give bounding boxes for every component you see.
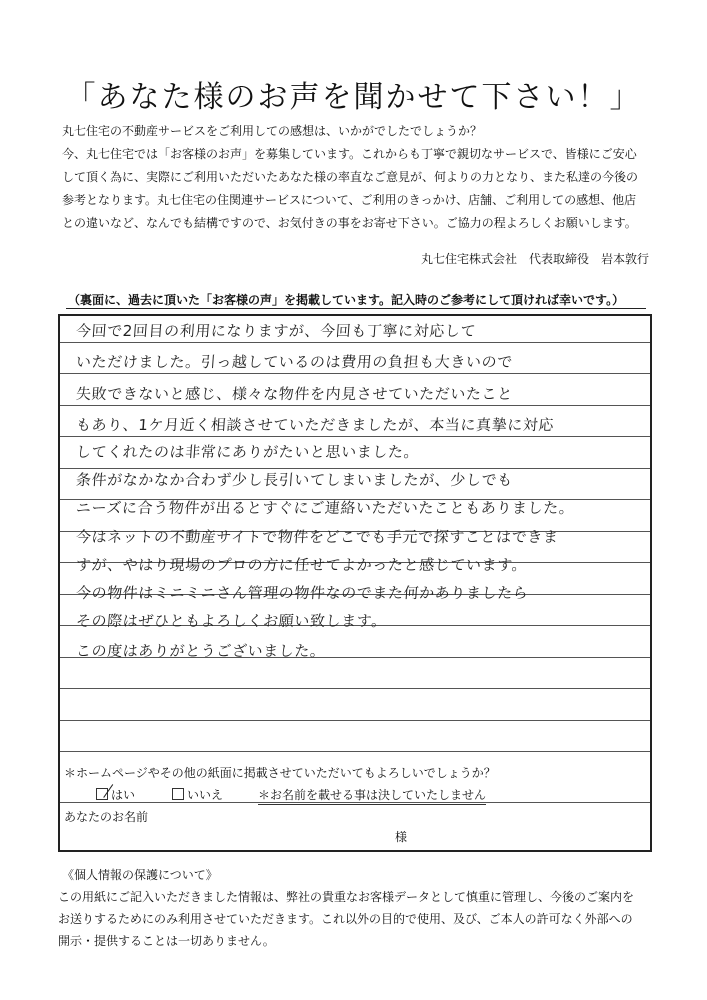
- name-notice: ＊お名前を載せる事は決していたしません: [258, 786, 486, 805]
- privacy-line: この用紙にご記入いただきました情報は、弊社の貴重なお客様データとして慎重に管理し、今後のご案内を: [58, 890, 635, 904]
- handwritten-line: してくれたのは非常にありがたいと思いました。: [75, 443, 420, 461]
- handwritten-line: もあり、1ケ月近く相談させていただきましたが、本当に真摯に対応: [75, 416, 555, 434]
- intro-line: 丸七住宅の不動産サービスをご利用しての感想は、いかがでしたでしょうか？: [62, 124, 483, 138]
- consent-no-option[interactable]: [172, 786, 223, 803]
- ruled-line: [60, 751, 650, 752]
- reference-note: （裏面に、過去に頂いた「お客様の声」を掲載しています。記入時のご参考にして頂ければ幸いです。）: [68, 293, 625, 307]
- no-checkbox[interactable]: [172, 788, 184, 800]
- handwritten-line: 失敗できないと感じ、様々な物件を内見させていただいたこと: [75, 385, 514, 403]
- no-label: いいえ: [187, 788, 224, 802]
- consent-yes-option[interactable]: [96, 786, 135, 803]
- handwritten-line: いただけました。引っ越しているのは費用の負担も大きいので: [75, 353, 514, 371]
- intro-line: 今、丸七住宅では「お客様のお声」を募集しています。これからも丁寧で親切なサービスで、皆様にご安心: [62, 147, 637, 161]
- handwritten-line: ニーズに合う物件が出るとすぐにご連絡いただいたこともありました。: [75, 499, 576, 517]
- handwritten-line: 条件がなかなか合わず少し長引いてしまいましたが、少しでも: [75, 471, 514, 489]
- ruled-line: [60, 720, 650, 721]
- ruled-line: [60, 373, 650, 374]
- handwritten-line: 今回で2回目の利用になりますが、今回も丁寧に対応して: [75, 322, 477, 340]
- ruled-line: [60, 436, 650, 437]
- handwritten-line: 今の物件はミニミニさん管理の物件なのでまた何かありましたら: [75, 584, 530, 602]
- handwritten-line: 今はネットの不動産サイトで物件をどこでも手元で探すことはできま: [75, 528, 560, 546]
- intro-text: [62, 120, 662, 235]
- handwritten-line: その際はぜひともよろしくお願い致します。: [75, 612, 388, 630]
- intro-line: との違いなど、なんでも結構ですので、お気付きの事をお寄せ下さい。ご協力の程よろしくお願いします。: [62, 216, 637, 230]
- feedback-form-box: [58, 314, 652, 852]
- privacy-line: 開示・提供することは一切ありません。: [58, 934, 275, 948]
- intro-line: して頂く為に、実際にご利用いただいたあなた様の率直なご意見が、何よりの力となり、また私達の今後の: [62, 170, 639, 184]
- name-suffix: 様: [395, 830, 408, 844]
- privacy-line: お送りするためにのみ利用させていただきます。これ以外の目的で使用、及び、ご本人の許可なく外部への: [58, 912, 633, 926]
- intro-line: 参考となります。丸七住宅の住関連サービスについて、ご利用のきっかけ、店舗、ご利用しての感想、他店: [62, 193, 637, 207]
- yes-label: はい: [111, 788, 136, 802]
- page-title: 「あなた様のお声を聞かせて下さい！」: [65, 80, 642, 115]
- consent-question: ＊ホームページやその他の紙面に掲載させていただいてもよろしいでしょうか？: [64, 766, 496, 780]
- privacy-text: [58, 886, 658, 952]
- handwritten-line: すが、やはり現場のプロの方に任せてよかったと感じています。: [75, 556, 528, 574]
- handwritten-line: この度はありがとうございました。: [75, 642, 327, 660]
- reference-underline: [66, 308, 646, 309]
- company-signature: 丸七住宅株式会社 代表取締役 岩本敦行: [420, 252, 649, 266]
- ruled-line: [60, 342, 650, 343]
- ruled-line: [60, 688, 650, 689]
- privacy-heading: 《個人情報の保護について》: [62, 868, 218, 882]
- name-label: あなたのお名前: [64, 810, 149, 824]
- ruled-line: [60, 405, 650, 406]
- yes-checkbox[interactable]: [96, 788, 108, 800]
